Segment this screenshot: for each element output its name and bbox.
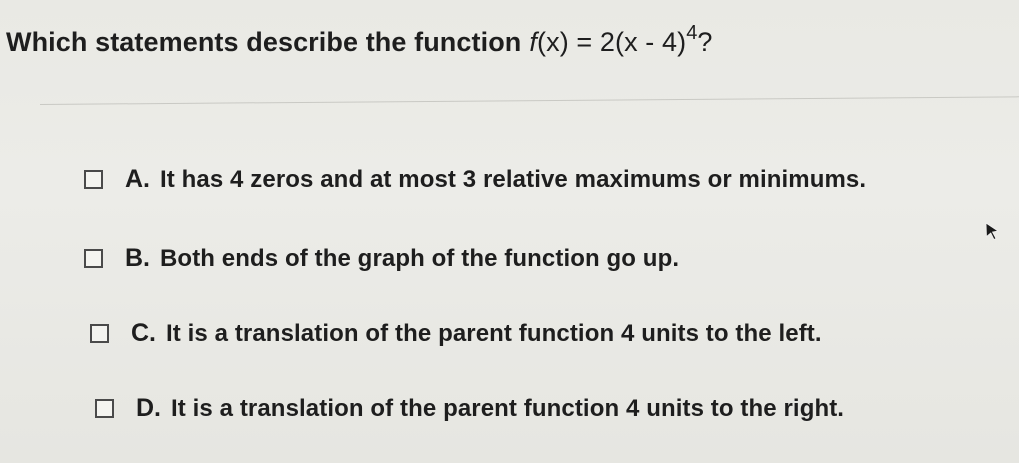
function-name: f [529,27,537,57]
option-b-text: Both ends of the graph of the function go up. [160,244,680,272]
option-c[interactable] [90,319,822,348]
option-b[interactable] [84,244,679,273]
option-c-text: It is a translation of the parent function 4 units to the left. [166,319,822,347]
function-variable: (x) [537,27,569,57]
option-c-letter: C. [131,319,156,347]
option-d-letter: D. [136,394,161,422]
question-prefix: Which statements describe the function [6,27,522,57]
option-d-checkbox[interactable] [95,399,114,418]
option-b-letter: B. [125,244,150,272]
mouse-pointer-icon [984,222,1000,240]
option-b-checkbox[interactable] [84,249,103,268]
divider [40,96,1019,105]
question-text [6,22,713,58]
function-exponent: 4 [686,22,698,44]
function-expression [529,22,713,57]
option-d[interactable] [95,394,844,423]
option-a[interactable] [84,165,866,194]
option-d-text: It is a translation of the parent function 4 units to the right. [171,394,845,422]
function-body: = 2(x - 4) [576,27,687,57]
option-a-letter: A. [125,165,150,193]
option-a-checkbox[interactable] [84,170,103,189]
question-mark: ? [697,27,713,57]
option-a-text: It has 4 zeros and at most 3 relative maximums or minimums. [160,165,867,193]
option-c-checkbox[interactable] [90,324,109,343]
